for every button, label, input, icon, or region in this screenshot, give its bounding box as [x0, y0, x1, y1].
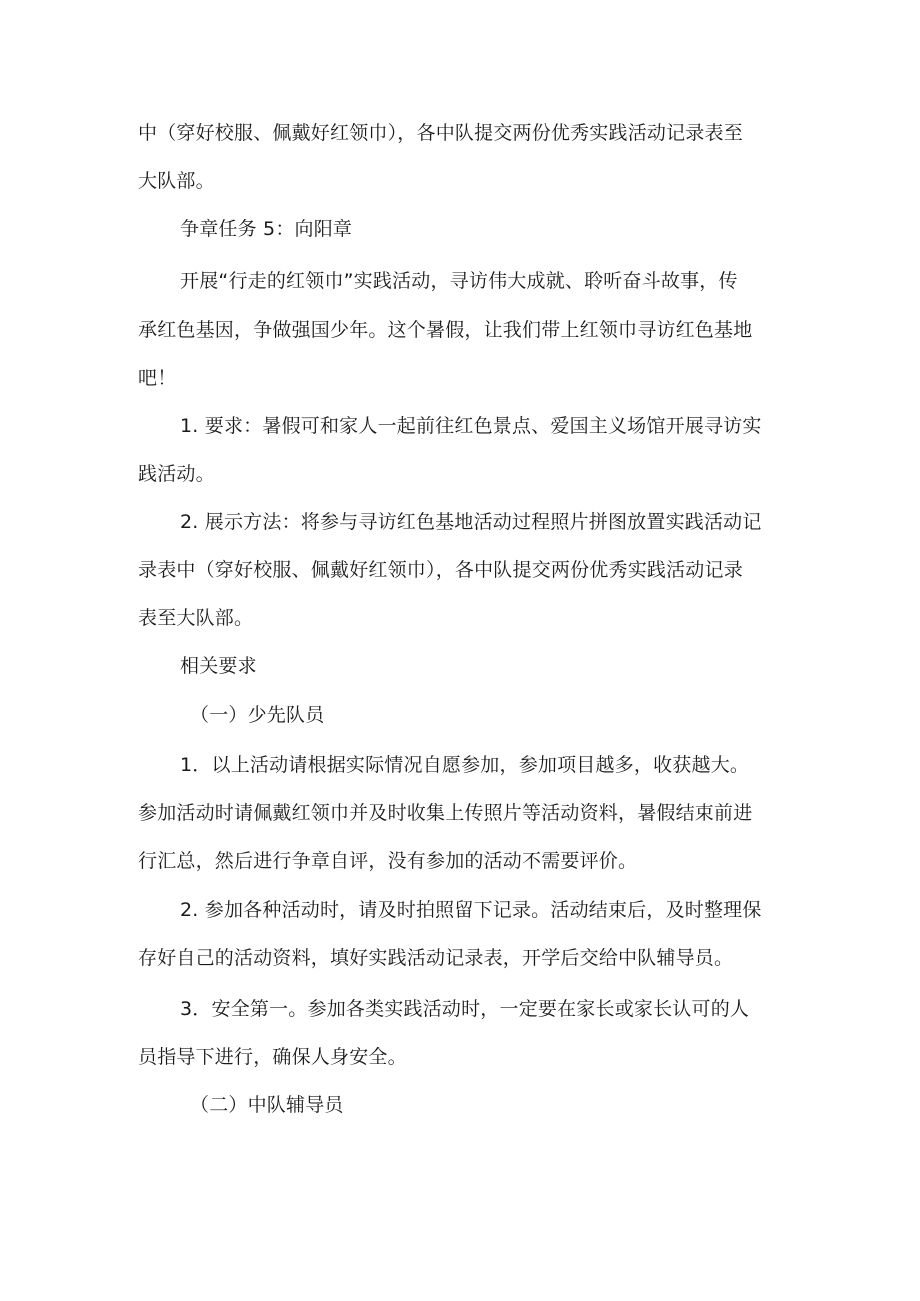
text-line: 录表中（穿好校服、佩戴好红领巾），各中队提交两份优秀实践活动记录	[138, 559, 743, 581]
text-line: 1. 要求：暑假可和家人一起前往红色景点、爱国主义场馆开展寻访实	[180, 415, 762, 437]
subsection-heading-counselor: （二）中队辅导员	[190, 1094, 344, 1116]
text-line: 表至大队部。	[138, 607, 254, 629]
text-line: 吧！	[138, 367, 177, 389]
text-line: 行汇总，然后进行争章自评，没有参加的活动不需要评价。	[138, 850, 638, 872]
text-line: 开展“行走的红领巾”实践活动，寻访伟大成就、聆听奋斗故事，传	[180, 270, 738, 292]
text-line: 承红色基因，争做强国少年。这个暑假，让我们带上红领巾寻访红色基地	[138, 319, 753, 341]
text-line: 参加活动时请佩戴红领巾并及时收集上传照片等活动资料，暑假结束前进	[138, 802, 753, 824]
text-line: 2. 参加各种活动时，请及时拍照留下记录。活动结束后，及时整理保	[180, 899, 762, 921]
subsection-heading-young-pioneers: （一）少先队员	[190, 704, 325, 726]
text-line: 践活动。	[138, 463, 215, 485]
text-line: 2. 展示方法：将参与寻访红色基地活动过程照片拼图放置实践活动记	[180, 511, 762, 533]
text-line: 1．以上活动请根据实际情况自愿参加，参加项目越多，收获越大。	[180, 754, 750, 776]
text-line: 3．安全第一。参加各类实践活动时，一定要在家长或家长认可的人	[180, 998, 750, 1020]
text-line: 中（穿好校服、佩戴好红领巾），各中队提交两份优秀实践活动记录表至	[138, 122, 743, 144]
section-heading-task5: 争章任务 5：向阳章	[180, 218, 353, 240]
text-line: 大队部。	[138, 170, 215, 192]
text-line: 员指导下进行，确保人身安全。	[138, 1046, 407, 1068]
section-heading-requirements: 相关要求	[180, 655, 257, 677]
text-line: 存好自己的活动资料，填好实践活动记录表，开学后交给中队辅导员。	[138, 947, 734, 969]
